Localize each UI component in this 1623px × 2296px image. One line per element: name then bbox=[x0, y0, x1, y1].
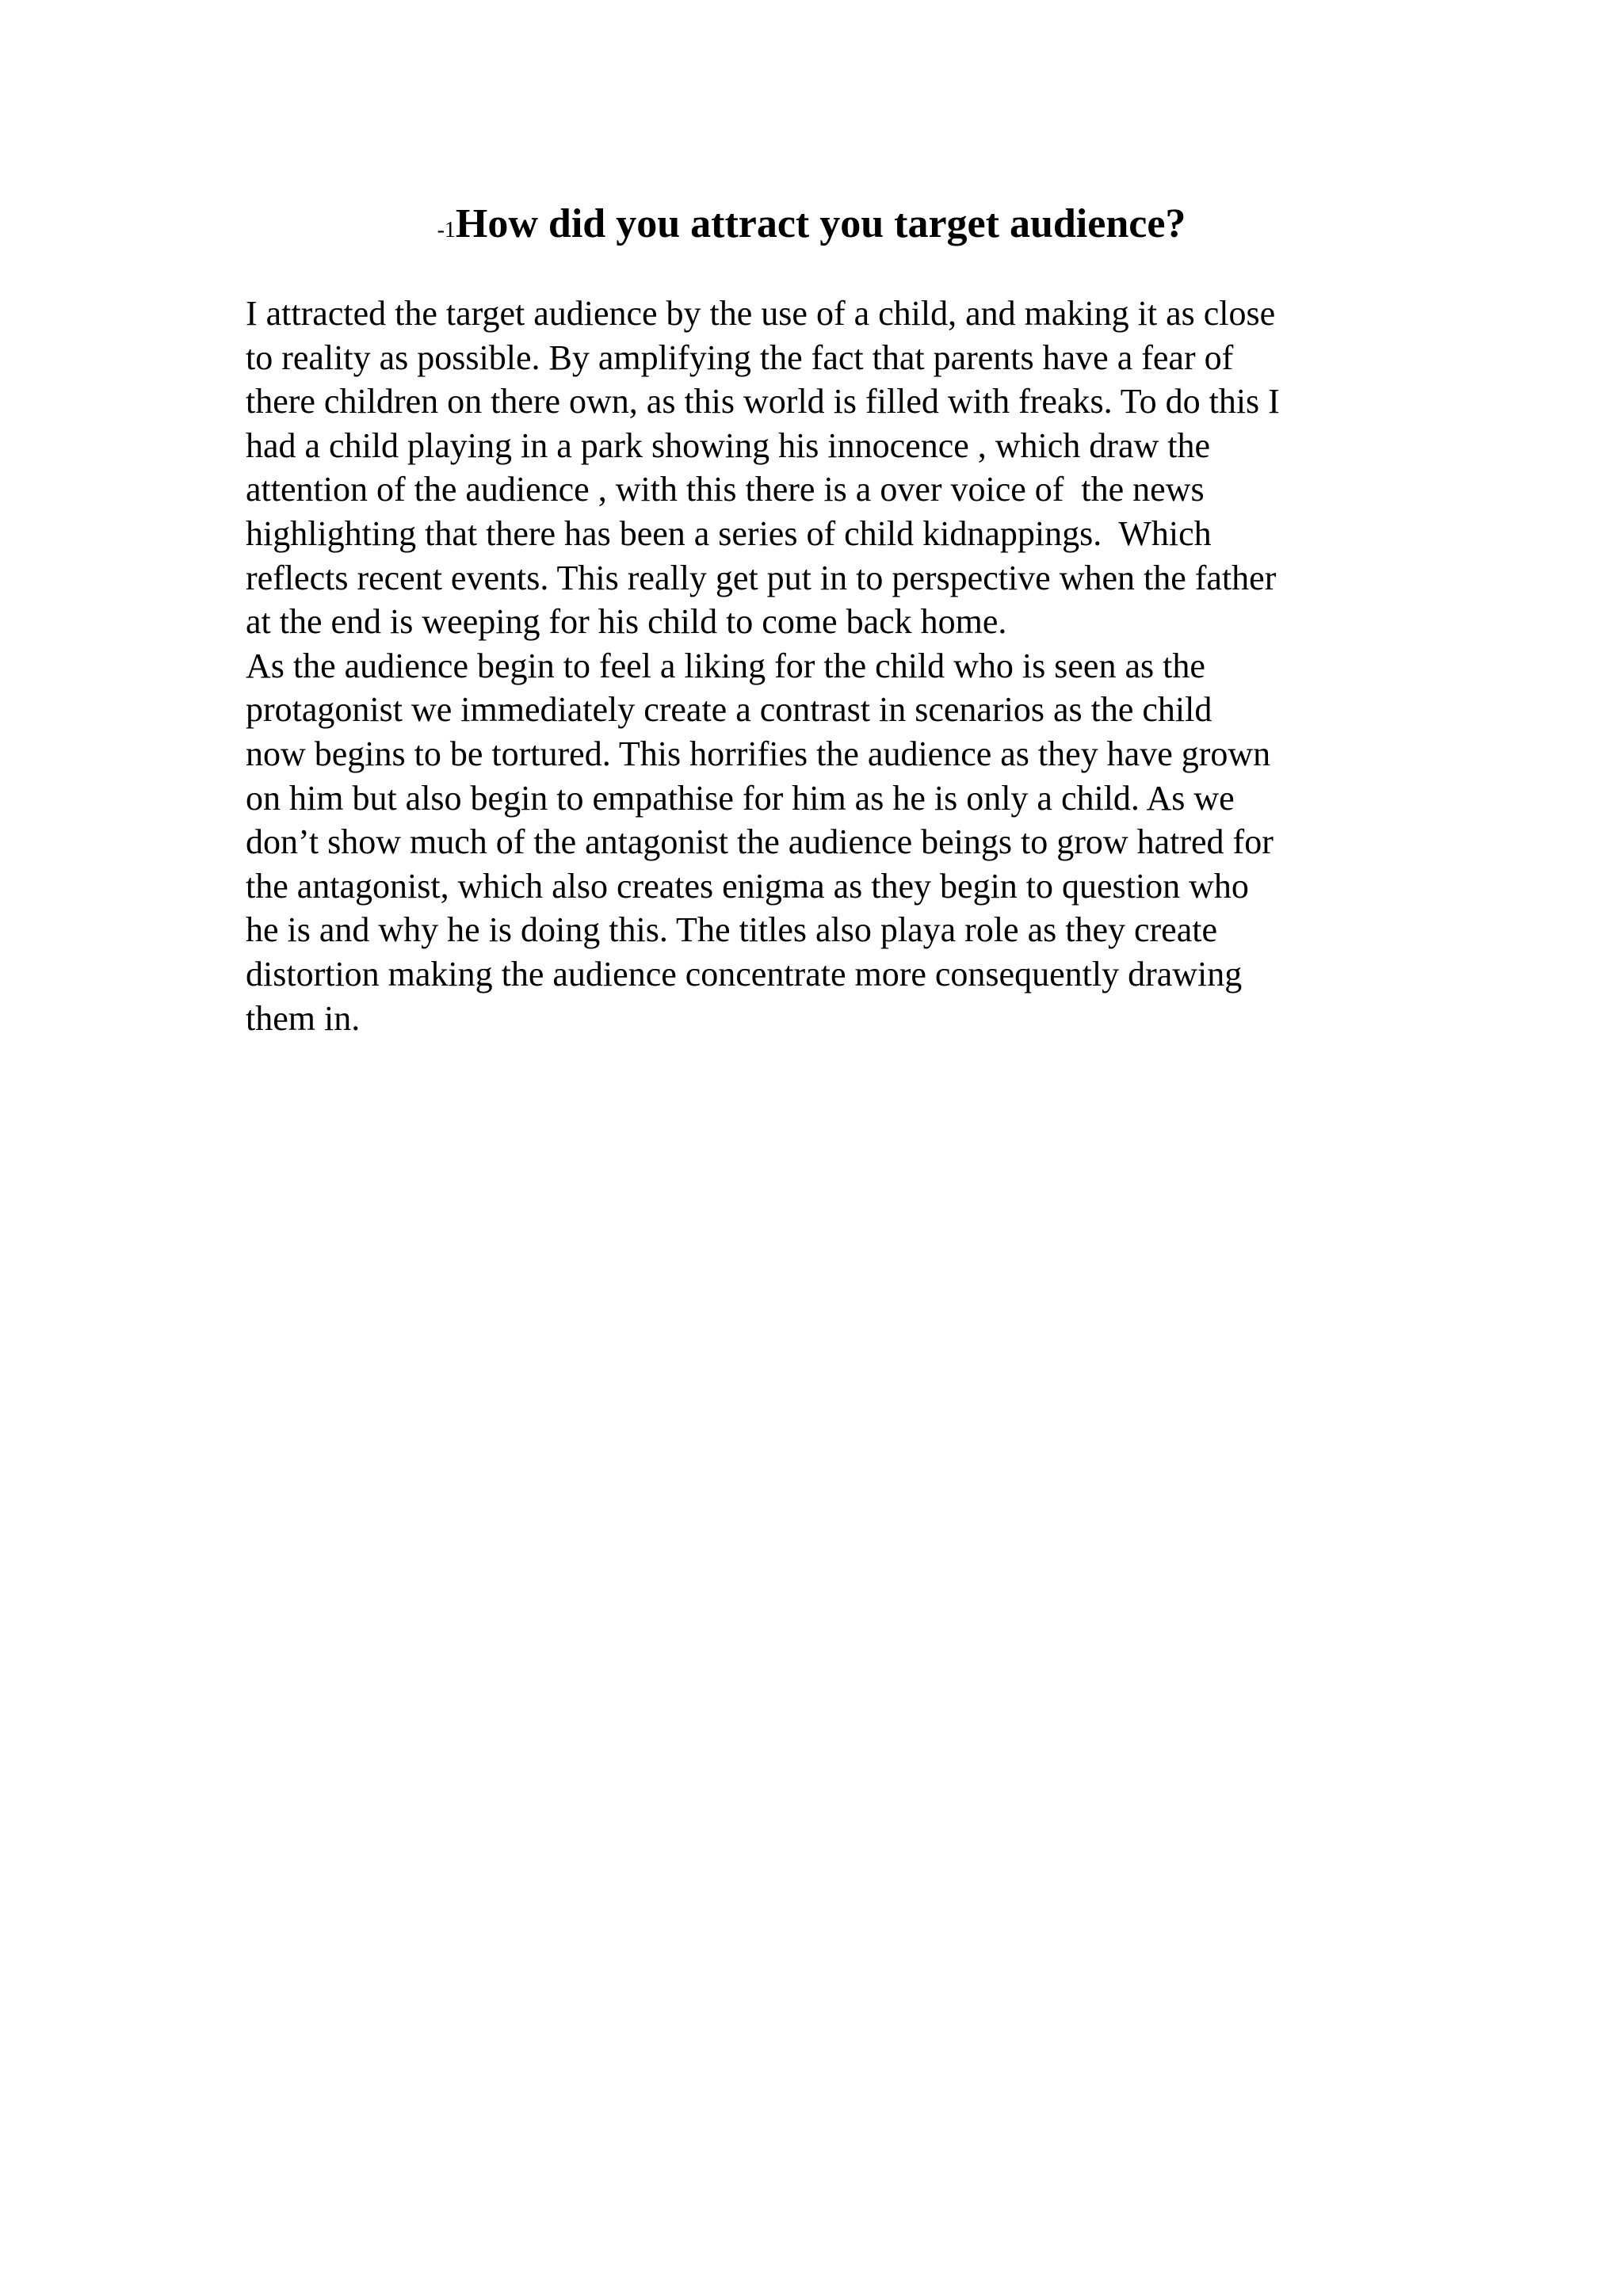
text-line: now begins to be tortured. This horrifies the audience as they have grown bbox=[246, 734, 1271, 773]
text-line: highlighting that there has been a series of child kidnappings. Which bbox=[246, 513, 1212, 553]
text-line: at the end is weeping for his child to come back home. bbox=[246, 602, 1007, 642]
text-line: there children on there own, as this world is filled with freaks. To do this I bbox=[246, 382, 1280, 421]
text-line: had a child playing in a park showing his innocence , which draw the bbox=[246, 425, 1211, 465]
text-line: As the audience begin to feel a liking for the child who is seen as the bbox=[246, 646, 1205, 685]
text-line: to reality as possible. By amplifying the fact that parents have a fear of bbox=[246, 338, 1234, 377]
text-line: protagonist we immediately create a contrast in scenarios as the child bbox=[246, 690, 1212, 730]
body-text bbox=[246, 292, 1395, 1040]
text-line: he is and why he is doing this. The titles also playa role as they create bbox=[246, 910, 1217, 950]
heading-prefix: -1 bbox=[437, 218, 456, 242]
text-line: distortion making the audience concentrate more consequently drawing bbox=[246, 954, 1243, 994]
text-line: don’t show much of the antagonist the audience beings to grow hatred for bbox=[246, 822, 1274, 862]
text-line: the antagonist, which also creates enigma as they begin to question who bbox=[246, 866, 1249, 906]
text-line: reflects recent events. This really get put in to perspective when the father bbox=[246, 558, 1277, 597]
page-heading bbox=[0, 196, 1623, 261]
text-line: them in. bbox=[246, 998, 361, 1038]
text-line: I attracted the target audience by the use of a child, and making it as close bbox=[246, 294, 1276, 333]
text-line: on him but also begin to empathise for him as he is only a child. As we bbox=[246, 778, 1235, 818]
text-line: attention of the audience , with this there is a over voice of the news bbox=[246, 470, 1205, 509]
page-title: How did you attract you target audience? bbox=[455, 201, 1186, 246]
